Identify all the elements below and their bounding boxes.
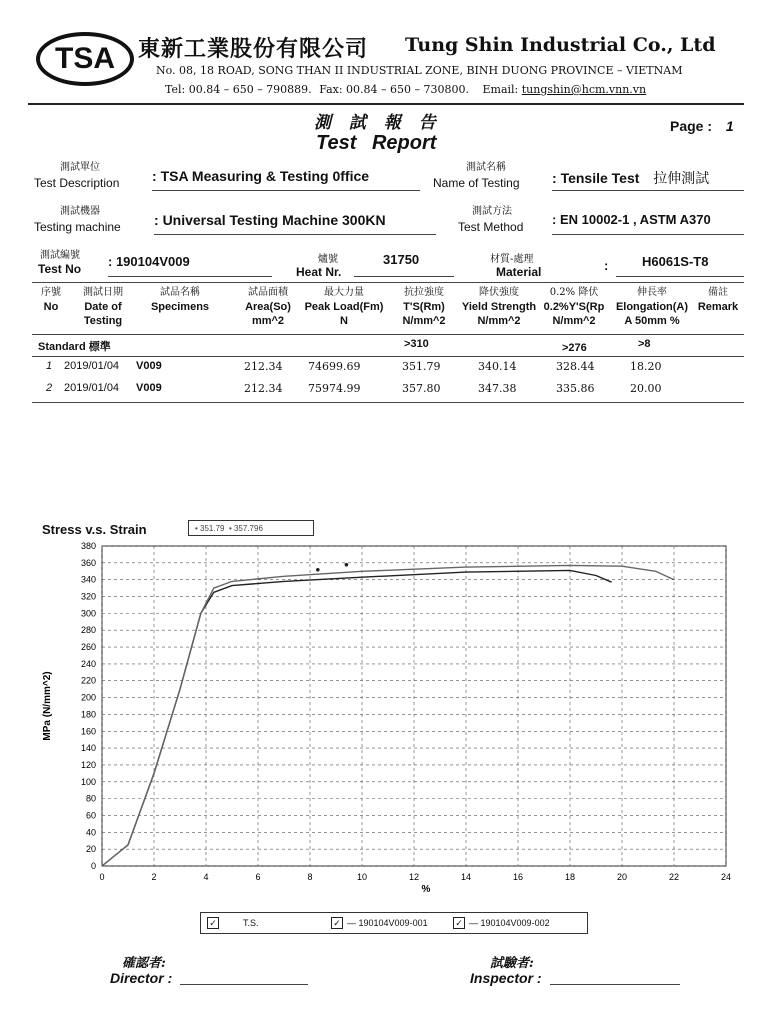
heat-label-zh: 爐號: [318, 254, 338, 265]
cell-date: 2019/01/04: [64, 382, 120, 394]
cell-ys: 340.14: [478, 360, 517, 373]
ts-marker-1: [316, 568, 320, 572]
table-header-col-4: [298, 286, 390, 328]
table-header-col-0: [38, 286, 64, 314]
test-name-label-zh: 測試名稱: [466, 162, 506, 173]
x-tick-label: 2: [151, 872, 157, 882]
header-en: Date of Testing: [83, 301, 123, 327]
header-en: 0.2%Y'S(Rp: [543, 301, 605, 313]
underline: [552, 190, 744, 191]
method-value: : EN 10002-1 , ASTM A370: [552, 212, 711, 227]
y-tick-label: 240: [80, 658, 96, 669]
series-line-2: [102, 565, 674, 866]
y-tick-label: 40: [85, 827, 96, 838]
standard-ts: >310: [404, 338, 429, 350]
ts-legend-1: 351.79: [200, 524, 225, 533]
machine-label-en: Testing machine: [34, 220, 121, 234]
heat-label-en: Heat Nr.: [296, 265, 342, 279]
cell-el: 18.20: [630, 360, 662, 373]
y-tick-label: 200: [80, 692, 96, 703]
test-no-label-en: Test No: [38, 262, 82, 276]
cell-date: 2019/01/04: [64, 360, 120, 372]
y-tick-label: 20: [85, 844, 96, 855]
y-tick-label: 80: [85, 793, 96, 804]
series-line-1: [102, 570, 612, 866]
x-tick-label: 4: [203, 872, 209, 882]
table-header-col-7: [540, 286, 608, 328]
y-tick-label: 180: [80, 709, 96, 720]
cell-spec: V009: [136, 382, 162, 394]
header-unit: mm^2: [251, 315, 285, 327]
test-name-label-en: Name of Testing: [433, 176, 520, 190]
cell-ts: 351.79: [402, 360, 441, 373]
x-tick-label: 6: [255, 872, 261, 882]
cell-rp: 328.44: [556, 360, 595, 373]
material-value: H6061S-T8: [642, 254, 709, 269]
underline: [354, 276, 454, 277]
stress-strain-chart: [36, 536, 748, 896]
company-logo: TSA: [36, 32, 134, 86]
underline: [616, 276, 744, 277]
chart-ts-legend: • 351.79 • 357.796: [188, 520, 314, 536]
test-desc-label-zh: 測試單位: [60, 162, 100, 173]
x-tick-label: 10: [356, 872, 368, 882]
cell-no: 2: [46, 382, 53, 394]
legend-ts-label: T.S.: [243, 918, 259, 928]
standard-rp: >276: [562, 342, 587, 354]
y-tick-label: 260: [80, 642, 96, 653]
header-en: Peak Load(Fm): [304, 301, 384, 313]
header-en: No: [43, 301, 59, 313]
header-zh: 伸長率: [637, 287, 667, 298]
header-en: Specimens: [150, 301, 210, 313]
report-title-en: Test Report: [316, 132, 437, 154]
header-zh: 0.2% 降伏: [549, 287, 599, 298]
header-zh: 備註: [708, 287, 728, 298]
y-tick-label: 280: [80, 625, 96, 636]
header-unit: N/mm^2: [477, 315, 521, 327]
chart-title: Stress v.s. Strain: [42, 522, 147, 537]
x-tick-label: 24: [720, 872, 732, 882]
material-colon: :: [604, 258, 609, 273]
company-contact: [165, 83, 646, 96]
header-zh: 試品名稱: [160, 287, 200, 298]
legend-checkbox-001[interactable]: ✓: [331, 917, 343, 929]
header-en: Elongation(A): [615, 301, 689, 313]
table-header-col-8: [612, 286, 692, 328]
header-unit: N: [340, 315, 348, 327]
y-tick-label: 0: [90, 861, 96, 871]
y-tick-label: 120: [80, 759, 96, 770]
y-tick-label: 100: [80, 776, 96, 787]
y-tick-label: 320: [80, 591, 96, 602]
table-header-col-2: [140, 286, 220, 314]
y-tick-label: 220: [80, 675, 96, 686]
x-tick-label: 14: [460, 872, 472, 882]
header-en: Area(So): [245, 301, 291, 313]
material-label-zh: 材質-處理: [490, 254, 534, 265]
header-zh: 抗拉強度: [404, 287, 444, 298]
cell-ts: 357.80: [402, 382, 441, 395]
x-tick-label: 12: [408, 872, 420, 882]
director-label-zh: 確認者:: [122, 956, 166, 971]
x-tick-label: 22: [668, 872, 680, 882]
cell-spec: V009: [136, 360, 162, 372]
company-email[interactable]: tungshin@hcm.vnn.vn: [521, 83, 647, 96]
cell-area: 212.34: [244, 360, 283, 373]
test-no-value: : 190104V009: [108, 254, 190, 269]
header-unit: N/mm^2: [402, 315, 446, 327]
page-label: Page :: [670, 118, 713, 134]
cell-ys: 347.38: [478, 382, 517, 395]
company-address: No. 08, 18 ROAD, SONG THAN II INDUSTRIAL ZONE, BINH DUONG PROVINCE – VIETNAM: [156, 64, 683, 77]
y-axis-label: MPa (N/mm^2): [42, 671, 53, 741]
cell-load: 74699.69: [308, 360, 361, 373]
method-label-en: Test Method: [458, 220, 524, 234]
table-header-col-9: [696, 286, 740, 314]
inspector-signature-line: [550, 984, 680, 985]
test-desc-value: : TSA Measuring & Testing 0ffice: [152, 168, 370, 184]
header-unit: N/mm^2: [552, 315, 596, 327]
test-name-text: Tensile Test: [560, 170, 640, 186]
header-zh: 試品面積: [248, 287, 288, 298]
header-divider: [28, 103, 744, 105]
header-zh: 最大力量: [324, 287, 364, 298]
page-number: 1: [725, 118, 734, 134]
legend-checkbox-ts[interactable]: ✓: [207, 917, 219, 929]
x-tick-label: 16: [512, 872, 524, 882]
table-header-col-5: [394, 286, 454, 328]
chart-bottom-legend: [200, 912, 588, 934]
underline: [154, 234, 436, 235]
legend-001-label: — 190104V009-001: [347, 918, 428, 928]
underline: [152, 190, 420, 191]
company-tel: Tel: 00.84 – 650 – 790889.: [165, 83, 312, 96]
header-zh: 降伏強度: [479, 287, 519, 298]
table-header-col-6: [458, 286, 540, 328]
ts-marker-2: [345, 563, 349, 567]
test-name-value: : Tensile Test 拉伸測試: [552, 170, 710, 187]
cell-no: 1: [46, 360, 53, 372]
table-header-col-3: [240, 286, 296, 328]
company-name-zh: 東新工業股份有限公司: [138, 36, 369, 62]
y-tick-label: 60: [85, 810, 96, 821]
cell-el: 20.00: [630, 382, 662, 395]
test-desc-text: TSA Measuring & Testing 0ffice: [160, 168, 370, 184]
legend-checkbox-002[interactable]: ✓: [453, 917, 465, 929]
test-desc-label-en: Test Description: [34, 176, 120, 190]
header-unit: A 50mm %: [624, 315, 680, 327]
y-tick-label: 140: [80, 743, 96, 754]
header-zh: 測試日期: [83, 287, 123, 298]
x-axis-label: %: [421, 884, 431, 895]
cell-load: 75974.99: [308, 382, 361, 395]
cell-rp: 335.86: [556, 382, 595, 395]
machine-value: : Universal Testing Machine 300KN: [154, 212, 386, 228]
heat-value: 31750: [383, 252, 420, 267]
x-tick-label: 20: [616, 872, 628, 882]
y-tick-label: 340: [80, 574, 96, 585]
x-tick-label: 0: [99, 872, 105, 882]
machine-text: Universal Testing Machine 300KN: [162, 212, 386, 228]
table-top-rule: [32, 282, 744, 283]
standard-label: Standard 標準: [38, 341, 111, 353]
table-header-col-1: [70, 286, 136, 328]
table-rule: [32, 356, 744, 357]
cell-area: 212.34: [244, 382, 283, 395]
y-tick-label: 360: [80, 557, 96, 568]
test-no-label-zh: 測試編號: [40, 250, 80, 261]
header-en: Remark: [697, 301, 739, 313]
header-zh: 序號: [41, 287, 61, 298]
company-fax: Fax: 00.84 – 650 – 730800.: [319, 83, 469, 96]
test-no-text: 190104V009: [115, 254, 190, 269]
table-header-rule: [32, 334, 744, 335]
legend-002-label: — 190104V009-002: [469, 918, 550, 928]
y-tick-label: 160: [80, 726, 96, 737]
ts-legend-2: 357.796: [233, 524, 263, 533]
header-en: Yield Strength: [461, 301, 537, 313]
company-name-en: Tung Shin Industrial Co., Ltd: [405, 34, 716, 56]
director-signature-line: [180, 984, 308, 985]
director-label-en: Director :: [110, 970, 173, 986]
underline: [552, 234, 744, 235]
method-text: EN 10002-1 , ASTM A370: [559, 212, 711, 227]
table-bottom-rule: [32, 402, 744, 403]
legend-001-text: 190104V009-001: [358, 918, 428, 928]
machine-label-zh: 測試機器: [60, 206, 100, 217]
method-label-zh: 測試方法: [472, 206, 512, 217]
email-label: Email:: [482, 83, 519, 96]
x-tick-label: 18: [564, 872, 576, 882]
inspector-label-zh: 試驗者:: [490, 956, 534, 971]
material-label-en: Material: [496, 265, 542, 279]
report-title-zh: 測 試 報 告: [314, 113, 442, 133]
inspector-label-en: Inspector :: [470, 970, 542, 986]
test-name-text-zh: 拉伸測試: [653, 171, 710, 187]
legend-002-text: 190104V009-002: [480, 918, 550, 928]
page-indicator: [670, 118, 734, 134]
underline: [108, 276, 272, 277]
y-tick-label: 380: [80, 541, 96, 551]
standard-el: >8: [638, 338, 651, 350]
header-en: T'S(Rm): [403, 301, 445, 313]
x-tick-label: 8: [307, 872, 313, 882]
y-tick-label: 300: [80, 608, 96, 619]
